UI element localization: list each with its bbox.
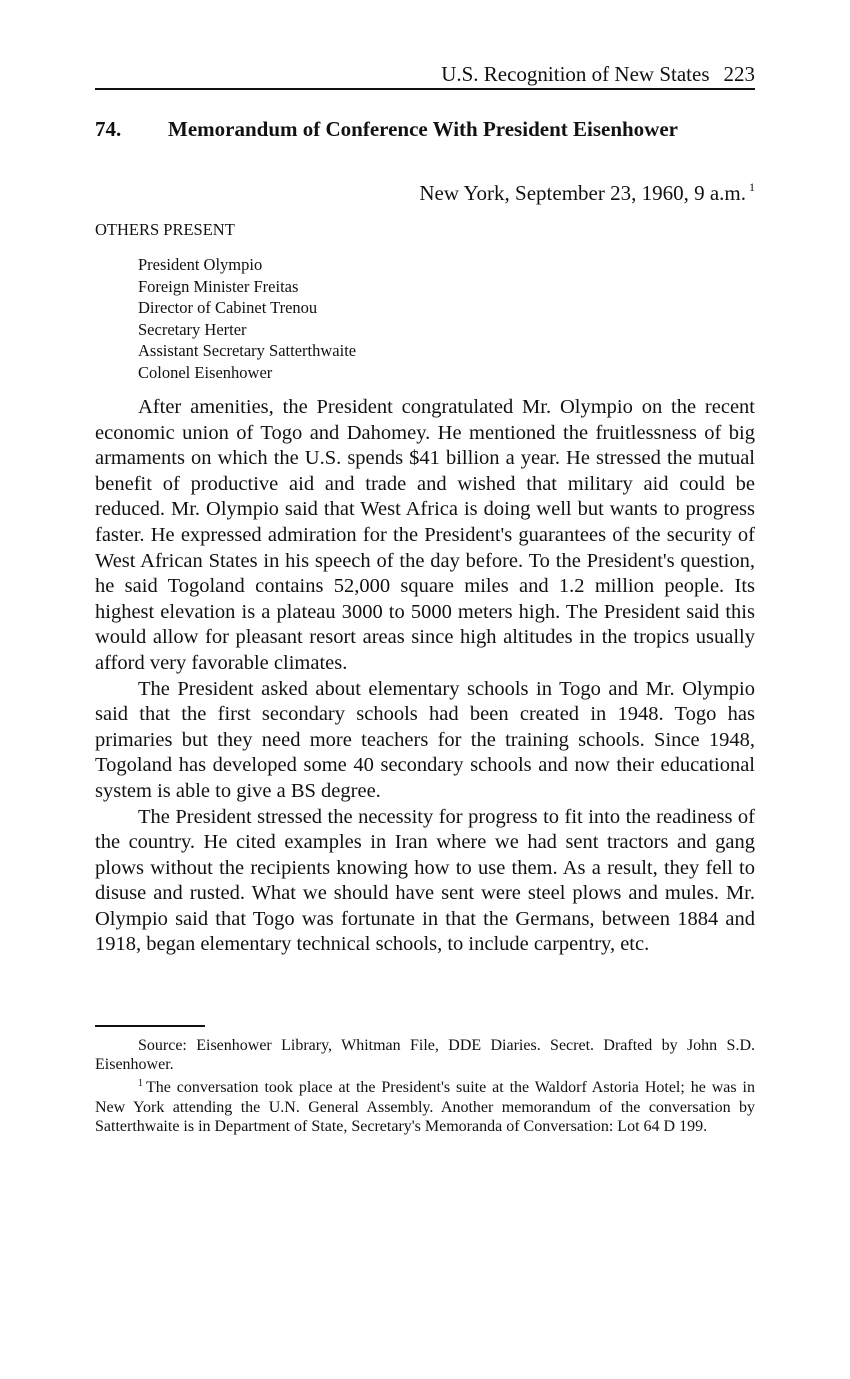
footnote-1-marker: 1 xyxy=(138,1078,143,1090)
dateline-text: New York, September 23, 1960, 9 a.m. xyxy=(419,181,746,205)
others-present-heading: OTHERS PRESENT xyxy=(95,220,235,239)
attendee-item: Foreign Minister Freitas xyxy=(138,276,299,296)
footnotes xyxy=(95,1036,755,1136)
attendee-item: President Olympio xyxy=(138,255,263,274)
dateline xyxy=(419,180,755,206)
body-paragraph: After amenities, the President congratulated Mr. Olympio on the recent economic union of Togo and Dahomey. He mentioned the fruitlessness of big armaments on which the U.S. spends $41 billion a year. He stressed the mutual benefit of productive aid and trade and wished that military aid could be reduced. Mr. Olympio said that West Africa is doing well but wants to progress faster. He expressed admiration for the President's guarantees of the security of West African States in his speech of the day before. To the President's question, he said Togoland contains 52,000 square miles and 1.2 million people. Its highest elevation is a plateau 3000 to 5000 meters high. The President said this would allow for pleasant resort areas since high altitudes in the tropics usually afford very favorable climates. xyxy=(95,396,755,674)
memorandum-body xyxy=(95,395,755,958)
attendee-item: Colonel Eisenhower xyxy=(138,362,273,382)
footnote-1 xyxy=(95,1074,755,1136)
document-title xyxy=(95,117,755,142)
header-rule xyxy=(95,88,755,90)
footnote-1-text: The conversation took place at the President's suite at the Waldorf Astoria Hotel; he was in New York attending the U.N. General Assembly. Another memorandum of the conversation by Satterthwaite is in Department of State, Secretary's Memoranda of Conversation: Lot 64 D 199. xyxy=(95,1079,755,1135)
attendee-item: Director of Cabinet Trenou xyxy=(138,298,318,317)
running-head xyxy=(441,62,755,87)
body-paragraph: The President stressed the necessity for progress to fit into the readiness of the country. He cited examples in Iran where we had sent tractors and gang plows without the recipients knowing how to use them. As a result, they fell to disuse and rusted. What we should have sent were steel plows and mules. Mr. Olympio said that Togo was fortunate in that the Germans, between 1884 and 1918, began elementary technical schools, to include carpentry, etc. xyxy=(95,805,755,956)
footnote-rule xyxy=(95,1025,205,1027)
running-head-title: U.S. Recognition of New States xyxy=(441,62,710,86)
document-number: 74. xyxy=(95,117,122,141)
source-note: Source: Eisenhower Library, Whitman File, DDE Diaries. Secret. Drafted by John S.D. Eisenhower. xyxy=(95,1037,755,1074)
page-number: 223 xyxy=(723,62,755,86)
attendee-list xyxy=(138,254,356,383)
body-paragraph: The President asked about elementary schools in Togo and Mr. Olympio said that the first secondary schools had been created in 1948. Togo has primaries but they need more teachers for the training schools. Since 1948, Togoland has developed some 40 secondary schools and now their educational system is able to give a BS degree. xyxy=(95,677,755,802)
dateline-footnote-marker: 1 xyxy=(749,180,755,194)
document-title-text: Memorandum of Conference With President Eisenhower xyxy=(168,117,678,141)
attendee-item: Assistant Secretary Satterthwaite xyxy=(138,341,357,360)
attendee-item: Secretary Herter xyxy=(138,319,247,339)
